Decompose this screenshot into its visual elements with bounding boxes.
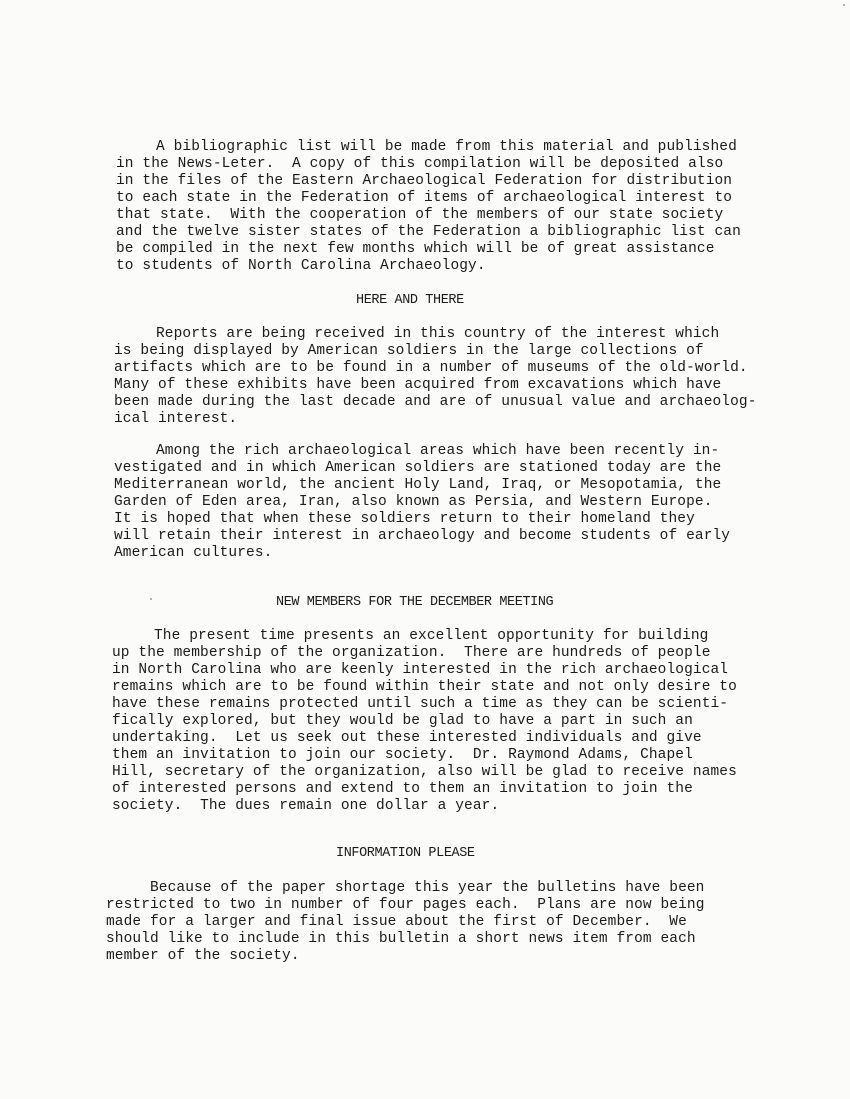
text-line: up the membership of the organization. There are hundreds of people: [112, 645, 711, 661]
section-heading-information-please: INFORMATION PLEASE: [336, 846, 475, 861]
text-line: be compiled in the next few months which will be of great assistance: [116, 241, 715, 257]
text-line: fically explored, but they would be glad to have a part in such an: [112, 713, 693, 729]
text-line: and the twelve sister states of the Federation a bibliographic list can: [116, 224, 741, 240]
text-line: The present time presents an excellent opportunity for building: [154, 628, 709, 644]
text-line: member of the society.: [106, 948, 300, 964]
text-line: made for a larger and final issue about the first of December. We: [106, 914, 687, 930]
text-line: A bibliographic list will be made from this material and published: [156, 139, 737, 155]
text-line: Garden of Eden area, Iran, also known as Persia, and Western Europe.: [114, 494, 713, 510]
text-line: Mediterranean world, the ancient Holy Land, Iraq, or Mesopotamia, the: [114, 477, 722, 493]
scan-speck: [843, 4, 845, 6]
text-line: in the News-Leter. A copy of this compilation will be deposited also: [116, 156, 724, 172]
text-line: in the files of the Eastern Archaeological Federation for distribution: [116, 173, 733, 189]
text-line: of interested persons and extend to them an invitation to join the: [112, 781, 693, 797]
section-heading-new-members: NEW MEMBERS FOR THE DECEMBER MEETING: [276, 595, 554, 610]
text-line: them an invitation to join our society. Dr. Raymond Adams, Chapel: [112, 747, 693, 763]
text-line: vestigated and in which American soldiers are stationed today are the: [114, 460, 722, 476]
text-line: in North Carolina who are keenly interested in the rich archaeological: [112, 662, 729, 678]
text-line: to students of North Carolina Archaeology.: [116, 258, 486, 274]
text-line: Hill, secretary of the organization, also will be glad to receive names: [112, 764, 737, 780]
text-line: that state. With the cooperation of the members of our state society: [116, 207, 724, 223]
text-line: is being displayed by American soldiers in the large collections of: [114, 343, 704, 359]
text-line: Among the rich archaeological areas which have been recently in-: [156, 443, 720, 459]
text-line: Many of these exhibits have been acquired from excavations which have: [114, 377, 722, 393]
text-line: have these remains protected until such a time as they can be scienti-: [112, 696, 729, 712]
text-line: Because of the paper shortage this year the bulletins have been: [150, 880, 705, 896]
text-line: American cultures.: [114, 545, 273, 561]
text-line: undertaking. Let us seek out these interested individuals and give: [112, 730, 702, 746]
text-line: It is hoped that when these soldiers return to their homeland they: [114, 511, 695, 527]
text-line: will retain their interest in archaeology and become students of early: [114, 528, 731, 544]
text-line: Reports are being received in this country of the interest which: [156, 326, 720, 342]
text-line: to each state in the Federation of items of archaeological interest to: [116, 190, 733, 206]
text-line: ical interest.: [114, 411, 238, 427]
text-line: artifacts which are to be found in a number of museums of the old-world.: [114, 360, 748, 376]
text-line: should like to include in this bulletin a short news item from each: [106, 931, 696, 947]
text-line: been made during the last decade and are of unusual value and archaeolog-: [114, 394, 757, 410]
text-line: society. The dues remain one dollar a year.: [112, 798, 500, 814]
text-line: restricted to two in number of four pages each. Plans are now being: [106, 897, 705, 913]
scan-speck: [150, 598, 152, 600]
text-line: remains which are to be found within their state and not only desire to: [112, 679, 737, 695]
section-heading-here-and-there: HERE AND THERE: [356, 293, 464, 308]
